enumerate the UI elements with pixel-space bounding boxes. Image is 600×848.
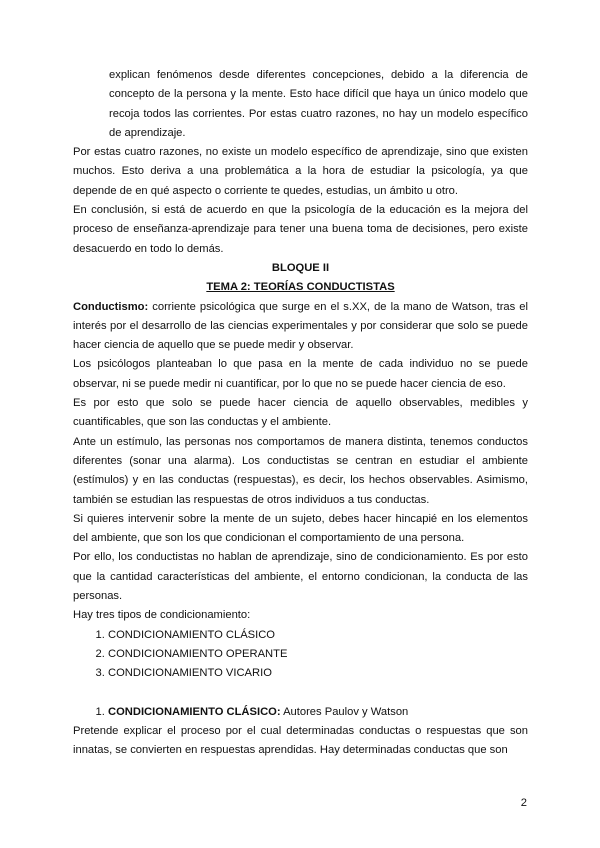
paragraph-7: Por ello, los conductistas no hablan de aprendizaje, sino de condicionamiento. Es por esto que la cantidad características del ambiente, el entorno condicionan, la conducta de las personas. bbox=[73, 551, 528, 603]
topic-title: TEMA 2: TEORÍAS CONDUCTISTAS bbox=[206, 281, 395, 294]
paragraph-6: Si quieres intervenir sobre la mente de un sujeto, debes hacer hincapié en los elementos del ambiente, que son los que condicionan el comportamiento de una persona. bbox=[73, 512, 528, 545]
conductismo-paragraph bbox=[73, 298, 528, 356]
paragraph-4: Es por esto que solo se puede hacer ciencia de aquello observables, medibles y cuantificables, que son las conductas y el ambiente. bbox=[73, 397, 528, 429]
paragraph-8: Hay tres tipos de condicionamiento: bbox=[73, 609, 251, 622]
paragraph-9: Pretende explicar el proceso por el cual determinadas conductas o respuestas que son innatas, se convierten en respuestas aprendidas. Hay determinadas conductas que son bbox=[73, 724, 528, 757]
paragraph-1: Por estas cuatro razones, no existe un modelo específico de aprendizaje, sino que existen muchos. Esto deriva a una problemática a la hora de estudiar la psicología, ya que depende de en qué aspecto o corriente te quedes, estudias, un ámbito u otro. bbox=[73, 146, 528, 197]
section-heading-list bbox=[73, 703, 528, 722]
list-item: 2. CONDICIONAMIENTO OPERANTE bbox=[108, 645, 528, 664]
list-item: 1. CONDICIONAMIENTO CLÁSICO bbox=[108, 626, 528, 645]
block-title: BLOQUE II bbox=[271, 261, 330, 274]
conditioning-types-list bbox=[73, 626, 528, 684]
section-1-heading bbox=[108, 703, 528, 722]
paragraph-3: Los psicólogos planteaban lo que pasa en la mente de cada individuo no se puede observar, ni se puede medir ni cuantificar, por lo que no se puede hacer ciencia de eso. bbox=[73, 358, 528, 390]
list-item: 3. CONDICIONAMIENTO VICARIO bbox=[108, 664, 528, 683]
conductismo-term: Conductismo: bbox=[73, 300, 149, 313]
document-page bbox=[73, 66, 528, 760]
intro-indented-paragraph: explican fenómenos desde diferentes concepciones, debido a la diferencia de concepto de la persona y la mente. Esto hace difícil que haya un único modelo que recoja todos las corrientes. Por estas cuatro razones, no hay un modelo específico de aprendizaje. bbox=[109, 69, 528, 139]
page-number: 2 bbox=[520, 797, 527, 809]
paragraph-5: Ante un estímulo, las personas nos comportamos de manera distinta, tenemos conductos diferentes (sonar una alarma). Los conductistas se centran en estudiar el ambiente (estímulos) y en las conductas (respuestas), es decir, los hechos observables. Asimismo, también se estudian las respuestas de otros individuos a tus conductas. bbox=[73, 435, 528, 506]
section-1-authors: Autores Paulov y Watson bbox=[280, 705, 409, 718]
paragraph-2: En conclusión, si está de acuerdo en que la psicología de la educación es la mejora del proceso de enseñanza-aprendizaje para tener una buena toma de decisiones, pero existe desacuerdo en todo lo demás. bbox=[73, 204, 528, 255]
spacer bbox=[73, 684, 528, 703]
section-1-title: CONDICIONAMIENTO CLÁSICO: bbox=[108, 705, 281, 718]
conductismo-definition: corriente psicológica que surge en el s.XX, de la mano de Watson, tras el interés por el desarrollo de las ciencias experimentales y por considerar que solo se puede hacer ciencia de aquello que se puede medir y observar. bbox=[73, 300, 528, 352]
